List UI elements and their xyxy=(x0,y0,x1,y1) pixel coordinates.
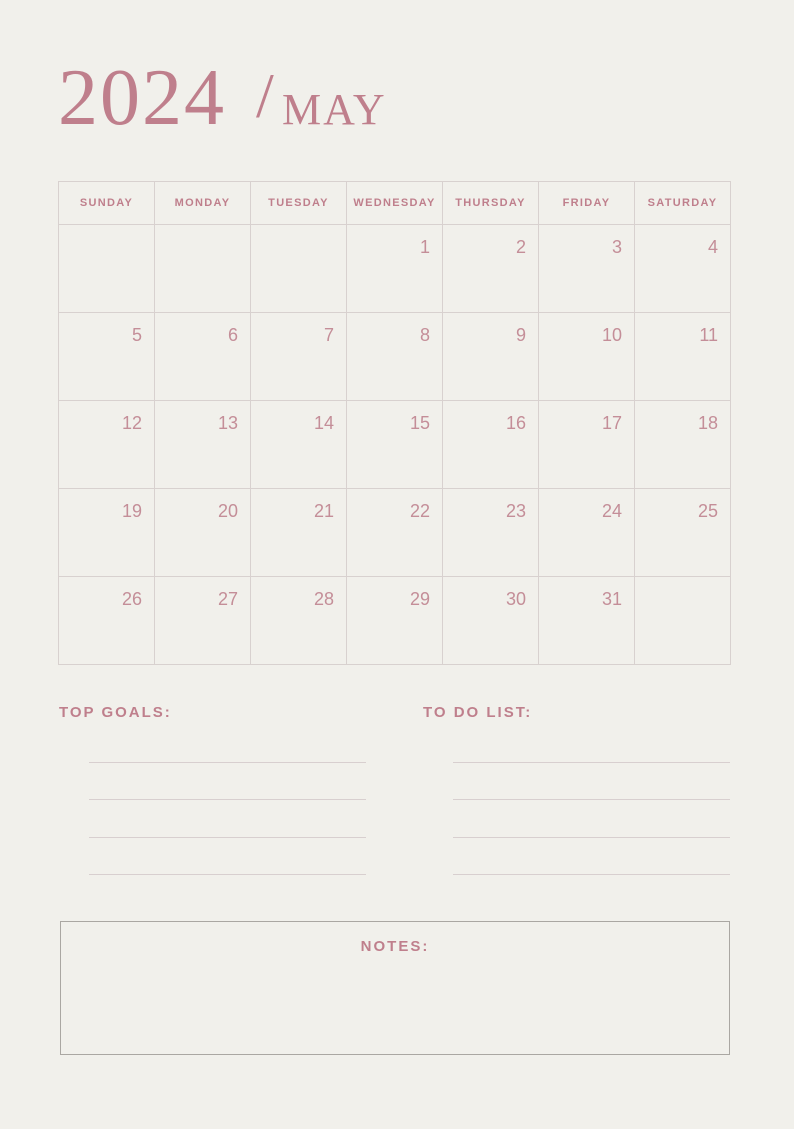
day-number: 14 xyxy=(313,413,334,433)
calendar-day-cell[interactable] xyxy=(635,225,731,313)
goal-line[interactable] xyxy=(89,874,366,875)
day-number: 27 xyxy=(217,589,238,609)
calendar-day-cell[interactable] xyxy=(155,313,251,401)
year-title: 2024 xyxy=(58,54,226,142)
calendar-day-cell[interactable] xyxy=(539,313,635,401)
calendar-day-cell[interactable] xyxy=(443,577,539,665)
weekday-sunday: SUNDAY xyxy=(59,182,155,225)
notes-box[interactable] xyxy=(60,921,730,1055)
day-number: 23 xyxy=(505,501,526,521)
weekday-header-row xyxy=(59,182,731,225)
calendar-day-cell[interactable] xyxy=(539,489,635,577)
calendar-day-cell[interactable] xyxy=(155,489,251,577)
day-number: 2 xyxy=(515,237,526,257)
weekday-tuesday: TUESDAY xyxy=(251,182,347,225)
weekday-friday: FRIDAY xyxy=(539,182,635,225)
calendar-day-cell[interactable] xyxy=(539,401,635,489)
calendar-day-cell[interactable] xyxy=(59,313,155,401)
todo-list-label: TO DO LIST: xyxy=(423,704,533,721)
calendar-empty-cell[interactable] xyxy=(251,225,347,313)
day-number: 12 xyxy=(121,413,142,433)
calendar-day-cell[interactable] xyxy=(251,489,347,577)
day-number xyxy=(155,225,250,237)
calendar-week-row xyxy=(59,225,731,313)
day-number: 21 xyxy=(313,501,334,521)
calendar-day-cell[interactable] xyxy=(59,401,155,489)
day-number: 15 xyxy=(409,413,430,433)
calendar-day-cell[interactable] xyxy=(635,313,731,401)
calendar-day-cell[interactable] xyxy=(443,489,539,577)
day-number: 20 xyxy=(217,501,238,521)
month-title: MAY xyxy=(282,85,387,134)
calendar-day-cell[interactable] xyxy=(347,489,443,577)
calendar-day-cell[interactable] xyxy=(59,489,155,577)
day-number: 29 xyxy=(409,589,430,609)
calendar-day-cell[interactable] xyxy=(635,489,731,577)
calendar-day-cell[interactable] xyxy=(347,313,443,401)
todo-line[interactable] xyxy=(453,874,730,875)
day-number: 7 xyxy=(323,325,334,345)
day-number: 22 xyxy=(409,501,430,521)
goal-line[interactable] xyxy=(89,837,366,838)
calendar-empty-cell[interactable] xyxy=(155,225,251,313)
calendar-week-row xyxy=(59,577,731,665)
calendar-week-row xyxy=(59,313,731,401)
calendar-empty-cell[interactable] xyxy=(59,225,155,313)
calendar-day-cell[interactable] xyxy=(347,225,443,313)
day-number: 1 xyxy=(419,237,430,257)
day-number: 31 xyxy=(601,589,622,609)
weekday-thursday: THURSDAY xyxy=(443,182,539,225)
todo-line[interactable] xyxy=(453,837,730,838)
todo-line[interactable] xyxy=(453,799,730,800)
day-number: 24 xyxy=(601,501,622,521)
calendar-day-cell[interactable] xyxy=(251,577,347,665)
calendar-day-cell[interactable] xyxy=(251,401,347,489)
day-number: 19 xyxy=(121,501,142,521)
day-number: 26 xyxy=(121,589,142,609)
day-number: 5 xyxy=(131,325,142,345)
weekday-monday: MONDAY xyxy=(155,182,251,225)
calendar-week-row xyxy=(59,401,731,489)
day-number xyxy=(59,225,154,237)
calendar-day-cell[interactable] xyxy=(443,225,539,313)
day-number: 9 xyxy=(515,325,526,345)
calendar-week-row xyxy=(59,489,731,577)
calendar-empty-cell[interactable] xyxy=(635,577,731,665)
calendar-day-cell[interactable] xyxy=(347,577,443,665)
notes-label: NOTES: xyxy=(360,938,430,955)
calendar-day-cell[interactable] xyxy=(251,313,347,401)
day-number: 17 xyxy=(601,413,622,433)
day-number: 4 xyxy=(707,237,718,257)
top-goals-label: TOP GOALS: xyxy=(59,704,172,721)
month-calendar xyxy=(58,181,731,665)
day-number: 6 xyxy=(227,325,238,345)
day-number: 8 xyxy=(419,325,430,345)
day-number: 30 xyxy=(505,589,526,609)
calendar-weeks xyxy=(59,225,731,665)
calendar-day-cell[interactable] xyxy=(443,313,539,401)
day-number: 28 xyxy=(313,589,334,609)
title-separator: / xyxy=(256,60,274,131)
goal-line[interactable] xyxy=(89,762,366,763)
calendar-day-cell[interactable] xyxy=(635,401,731,489)
day-number: 13 xyxy=(217,413,238,433)
calendar-day-cell[interactable] xyxy=(155,401,251,489)
calendar-day-cell[interactable] xyxy=(59,577,155,665)
calendar-day-cell[interactable] xyxy=(443,401,539,489)
calendar-day-cell[interactable] xyxy=(155,577,251,665)
todo-line[interactable] xyxy=(453,762,730,763)
calendar-day-cell[interactable] xyxy=(347,401,443,489)
weekday-wednesday: WEDNESDAY xyxy=(347,182,443,225)
day-number xyxy=(251,225,346,237)
calendar-day-cell[interactable] xyxy=(539,577,635,665)
day-number: 3 xyxy=(611,237,622,257)
day-number: 10 xyxy=(601,325,622,345)
day-number xyxy=(635,577,730,589)
goal-line[interactable] xyxy=(89,799,366,800)
day-number: 16 xyxy=(505,413,526,433)
day-number: 11 xyxy=(699,325,718,345)
day-number: 25 xyxy=(697,501,718,521)
weekday-saturday: SATURDAY xyxy=(635,182,731,225)
calendar-day-cell[interactable] xyxy=(539,225,635,313)
day-number: 18 xyxy=(697,413,718,433)
